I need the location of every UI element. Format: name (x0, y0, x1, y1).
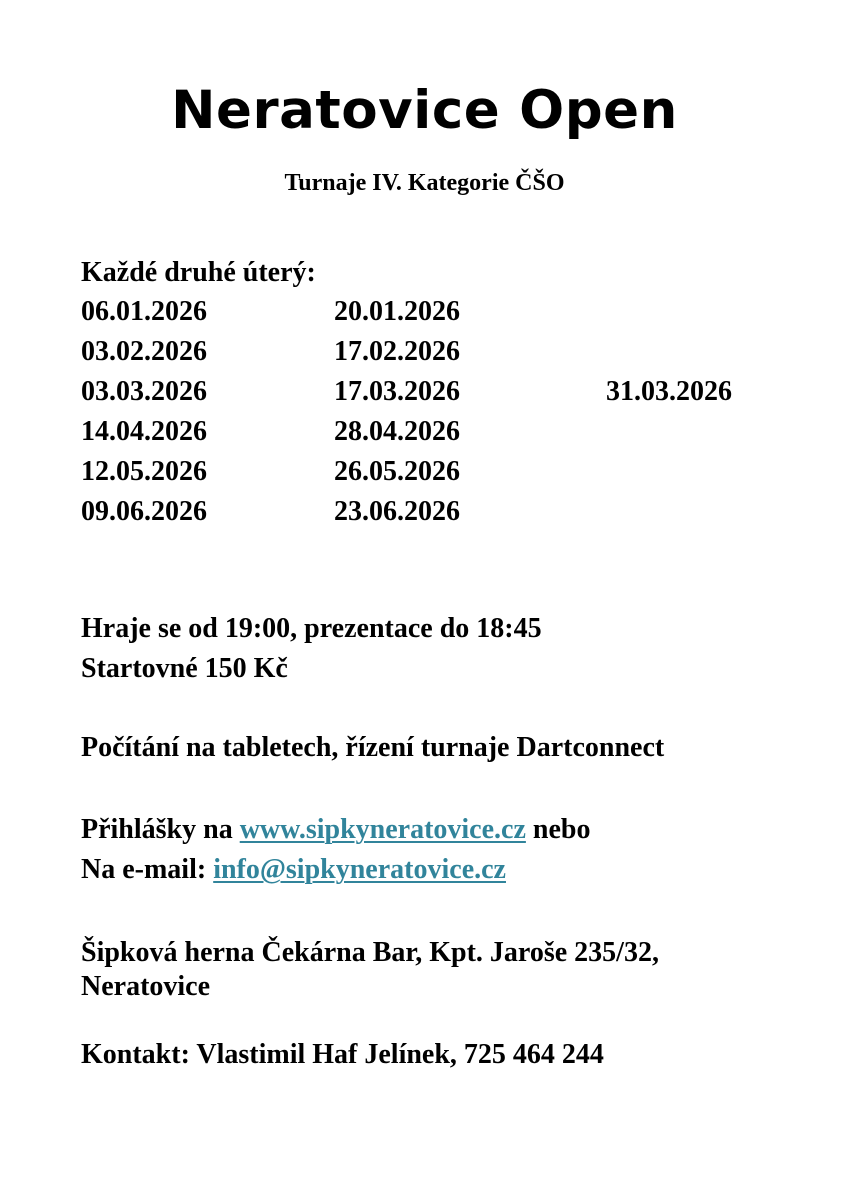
date-cell: 03.03.2026 (81, 376, 207, 407)
venue-city: Neratovice (81, 971, 211, 1002)
email-prefix: Na e-mail: (81, 854, 214, 885)
venue-line: Šipková herna Čekárna Bar, Kpt. Jaroše 235/32, (81, 937, 659, 968)
fee-line: Startovné 150 Kč (81, 653, 288, 684)
date-cell: 23.06.2026 (334, 496, 460, 527)
date-cell: 17.03.2026 (334, 376, 460, 407)
time-line: Hraje se od 19:00, prezentace do 18:45 (81, 613, 542, 644)
date-row (81, 332, 781, 372)
date-row (81, 452, 781, 492)
contact-line: Kontakt: Vlastimil Haf Jelínek, 725 464 244 (81, 1039, 604, 1070)
date-cell: 17.02.2026 (334, 336, 460, 367)
date-cell: 26.05.2026 (334, 456, 460, 487)
date-row (81, 412, 781, 452)
registration-prefix: Přihlášky na (81, 814, 240, 845)
date-row (81, 292, 781, 332)
dates-table (81, 292, 781, 532)
registration-suffix: nebo (525, 814, 591, 845)
date-cell: 20.01.2026 (334, 296, 460, 327)
date-cell: 12.05.2026 (81, 456, 207, 487)
registration-line (81, 810, 590, 850)
date-row (81, 372, 781, 412)
date-cell: 14.04.2026 (81, 416, 207, 447)
page-title: Neratovice Open (171, 80, 678, 141)
date-cell: 28.04.2026 (334, 416, 460, 447)
email-line (81, 850, 506, 890)
date-cell: 31.03.2026 (606, 376, 732, 407)
website-link[interactable]: www.sipkyneratovice.cz (239, 814, 526, 845)
email-link[interactable]: info@sipkyneratovice.cz (213, 854, 506, 885)
dates-heading: Každé druhé úterý: (81, 257, 316, 288)
date-cell: 09.06.2026 (81, 496, 207, 527)
scoring-line: Počítání na tabletech, řízení turnaje Dartconnect (81, 732, 665, 763)
date-cell: 03.02.2026 (81, 336, 207, 367)
page-subtitle: Turnaje IV. Kategorie ČŠO (284, 170, 565, 196)
date-row (81, 492, 781, 532)
date-cell: 06.01.2026 (81, 296, 207, 327)
